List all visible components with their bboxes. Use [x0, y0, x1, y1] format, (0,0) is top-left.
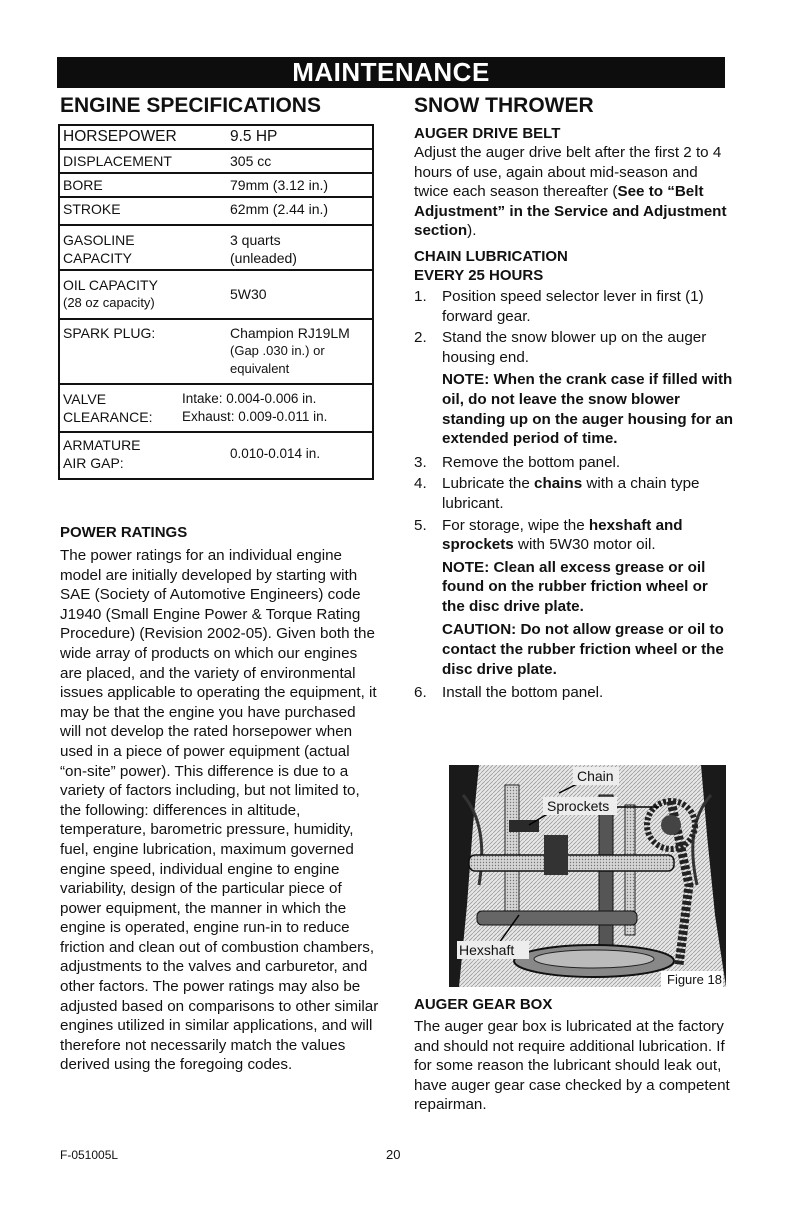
auger-belt-text-end: ).: [467, 222, 477, 240]
list-item: [414, 328, 734, 367]
chain-steps-list-2: [414, 453, 734, 555]
spec-value-line: (Gap .030 in.) or: [230, 343, 325, 358]
auger-belt-text-part: Adjust the auger drive belt after the first 2 to 4 hours of use, again about mid-season and twice each season thereafter (: [414, 144, 722, 201]
power-ratings-section: [60, 523, 380, 1075]
auger-belt-text: [414, 143, 734, 241]
document-code: F-051005L: [60, 1148, 119, 1162]
spec-value-line: (unleaded): [230, 250, 297, 266]
spec-label-line: (28 oz capacity): [63, 295, 155, 310]
step-text: Install the bottom panel.: [442, 684, 604, 702]
spec-label-line: GASOLINE: [63, 232, 135, 248]
spec-label-line: AIR GAP:: [63, 455, 124, 471]
spec-value: 0.010-0.014 in.: [230, 446, 321, 461]
gearbox-text: The auger gear box is lubricated at the factory and should not require additional lubrication. If for some reason the lubricant should leak out, have auger gear case checked by a competent repairman.: [414, 1018, 730, 1114]
spec-label: STROKE: [63, 201, 121, 217]
spec-label-line: ARMATURE: [63, 437, 141, 453]
auger-belt-reference: See to “Belt Adjustment” in the Service and Adjustment section: [414, 183, 727, 240]
chain-steps-list: [414, 287, 734, 367]
spec-value: 79mm (3.12 in.): [230, 177, 329, 193]
valve-intake-line: [63, 390, 369, 408]
sprockets-label: Sprockets: [547, 798, 610, 814]
chain-lubrication-heading: [414, 247, 734, 285]
chain-heading-line: EVERY 25 HOURS: [414, 266, 544, 284]
snow-thrower-section: [414, 124, 734, 705]
auger-belt-heading: AUGER DRIVE BELT: [414, 125, 561, 142]
spec-row-oil: [60, 271, 372, 320]
spec-value: 62mm (2.44 in.): [230, 201, 329, 217]
spec-row-bore: [60, 174, 372, 198]
section-banner: MAINTENANCE: [57, 57, 725, 88]
spec-label: [63, 276, 230, 316]
power-ratings-heading: POWER RATINGS: [60, 524, 188, 541]
spec-label-line: CAPACITY: [63, 250, 132, 266]
spec-label: [63, 231, 230, 267]
spec-value: Exhaust: 0.009-0.011 in.: [182, 409, 328, 424]
spec-row-armature: [60, 433, 372, 478]
valve-exhaust-line: [63, 408, 369, 426]
step-text: Remove the bottom panel.: [442, 453, 621, 471]
snow-thrower-heading: SNOW THROWER: [414, 94, 594, 117]
step-emphasis: hexshaft and sprockets: [442, 516, 683, 554]
figure-18: [449, 765, 726, 987]
chain-heading-line: CHAIN LUBRICATION: [414, 247, 568, 265]
grease-note: NOTE: Clean all excess grease or oil found on the rubber friction wheel or the disc drive plate.: [442, 558, 708, 615]
engine-spec-table: [58, 124, 374, 480]
step-number: 5.: [414, 516, 427, 534]
spec-value: [230, 231, 369, 267]
spec-label: SPARK PLUG:: [63, 325, 156, 341]
spec-label: CLEARANCE:: [63, 409, 153, 425]
spec-value: 5W30: [230, 286, 267, 302]
step-emphasis: chains: [534, 475, 583, 493]
spec-row-spark-plug: [60, 320, 372, 385]
chain-sprocket-illustration: [449, 765, 726, 987]
spec-label: [63, 436, 230, 476]
spec-row-displacement: [60, 150, 372, 174]
step-number: 3.: [414, 453, 427, 471]
spec-row-horsepower: [60, 126, 372, 150]
step-text: Position speed selector lever in first (1) forward gear.: [442, 287, 704, 325]
spec-value-line: equivalent: [230, 361, 290, 376]
step-number: 4.: [414, 475, 427, 493]
spec-value: [230, 324, 369, 381]
spec-row-gasoline: [60, 226, 372, 271]
step-text: with a chain type lubricant.: [442, 475, 700, 512]
chain-label: Chain: [577, 768, 614, 784]
list-item: [414, 453, 734, 473]
spec-value: 305 cc: [230, 153, 272, 169]
spec-value: 9.5 HP: [230, 128, 278, 145]
spec-row-valve: [60, 385, 372, 433]
gearbox-heading: AUGER GEAR BOX: [414, 996, 553, 1013]
engine-specs-heading: ENGINE SPECIFICATIONS: [60, 94, 321, 117]
list-item: [414, 683, 734, 703]
list-item: [414, 474, 734, 513]
hexshaft-label: Hexshaft: [459, 942, 515, 958]
step-number: 2.: [414, 329, 427, 347]
spec-value-line: Champion RJ19LM: [230, 325, 350, 341]
page-number: 20: [386, 1147, 401, 1162]
spec-row-stroke: [60, 198, 372, 226]
auger-gearbox-section: [414, 995, 734, 1115]
step-text: For storage, wipe the: [442, 516, 589, 534]
spec-label-line: OIL CAPACITY: [63, 277, 158, 293]
crankcase-note: NOTE: When the crank case if filled with oil, do not leave the snow blower standing up on the auger housing for an extended period of time.: [442, 371, 734, 448]
step-number: 6.: [414, 684, 427, 702]
figure-caption: Figure 18: [667, 972, 722, 987]
spec-value-line: 3 quarts: [230, 232, 281, 248]
list-item: [414, 287, 734, 326]
step-number: 1.: [414, 287, 427, 305]
step-text: with 5W30 motor oil.: [513, 536, 656, 554]
spec-label: BORE: [63, 177, 103, 193]
step-text: Stand the snow blower up on the auger housing end.: [442, 329, 707, 366]
list-item: [414, 516, 734, 555]
step-text: Lubricate the: [442, 475, 535, 493]
spec-label: VALVE: [63, 391, 107, 407]
spec-label: DISPLACEMENT: [63, 153, 172, 169]
chain-steps-list-3: [414, 683, 734, 703]
grease-caution: CAUTION: Do not allow grease or oil to contact the rubber friction wheel or the disc drive plate.: [442, 621, 724, 678]
spec-label: HORSEPOWER: [63, 128, 177, 145]
power-ratings-text: The power ratings for an individual engine model are initially developed by starting with SAE (Society of Automotive Engineers) code J1940 (Small Engine Power & Torque Rating Procedure) (Revision 2002-05). Given both the wide array of products on which our engines are placed, and the variety of environmental issues applicable to operating the equipment, it may be that the engine you have purchased will not develop the rated horsepower when used in a piece of power equipment (actual “on-site” power). This difference is due to a variety of factors including, but not limited to, the following: differences in altitude, temperature, barometric pressure, humidity, fuel, engine lubrication, maximum governed engine speed, individual engine to engine variability, design of the particular piece of power equipment, the manner in which the engine is operated, engine run-in to reduce friction and clean out of combustion chambers, adjustments to the valves and carburetor, and other factors. The power ratings may also be adjusted based on comparisons to other similar engines utilized in similar applications, and will therefore not necessarily match the values derived using the foregoing codes.: [60, 547, 379, 1074]
spec-value: Intake: 0.004-0.006 in.: [182, 391, 317, 406]
